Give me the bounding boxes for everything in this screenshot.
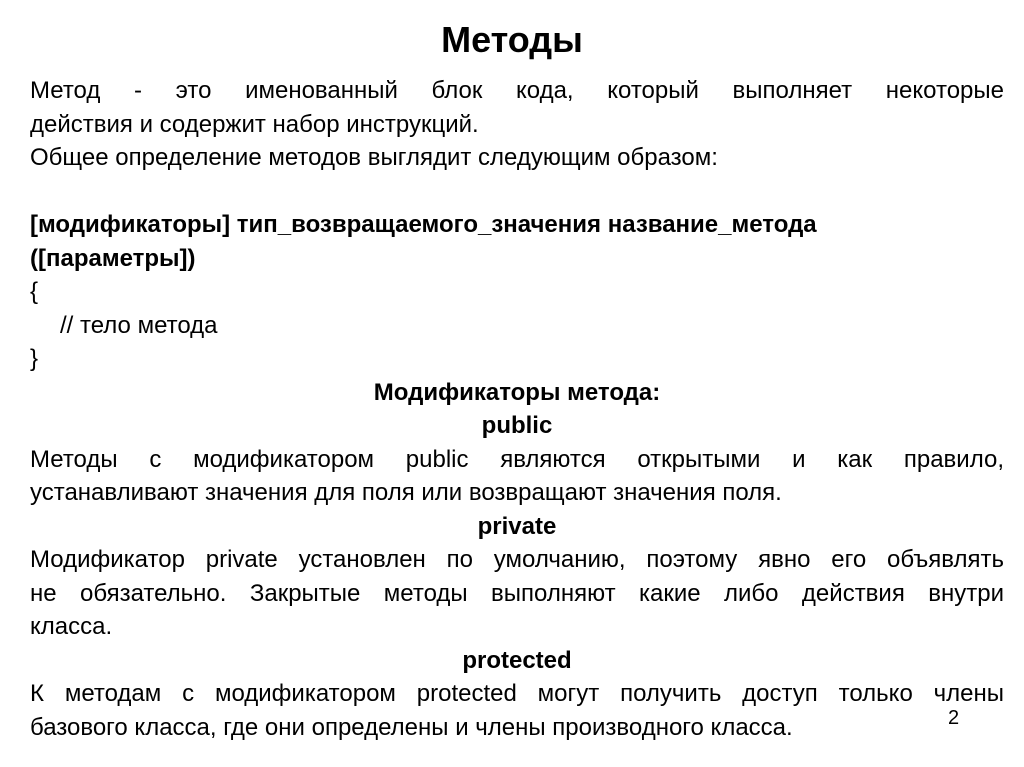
page-number: 2 bbox=[948, 707, 960, 729]
intro-line-1: Метод - это именованный блок кода, который выполняет некоторые bbox=[30, 77, 1004, 104]
public-heading: public bbox=[481, 412, 553, 439]
intro-line-2: действия и содержит набор инструкций. bbox=[30, 110, 479, 138]
public-line-1: Методы с модификатором public являются открытыми и как правило, bbox=[30, 445, 1004, 473]
private-heading: private bbox=[477, 512, 557, 540]
syntax-open-brace: { bbox=[30, 278, 39, 305]
slide-title: Методы bbox=[441, 19, 583, 60]
private-line-3: класса. bbox=[30, 613, 113, 640]
syntax-close-brace: } bbox=[30, 345, 39, 372]
syntax-line-1: [модификаторы] тип_возвращаемого_значения название_метода bbox=[30, 211, 817, 238]
intro-line-3: Общее определение методов выглядит следующим образом: bbox=[30, 144, 718, 171]
public-line-2: устанавливают значения для поля или возвращают значения поля. bbox=[30, 479, 782, 506]
protected-line-2: базового класса, где они определены и члены производного класса. bbox=[30, 713, 793, 741]
syntax-line-2: ([параметры]) bbox=[30, 244, 196, 272]
spacer bbox=[30, 175, 1004, 209]
syntax-body-comment: // тело метода bbox=[60, 311, 218, 339]
protected-heading: protected bbox=[462, 646, 572, 674]
private-line-1: Модификатор private установлен по умолчанию, поэтому явно его объявлять bbox=[30, 546, 1004, 573]
modifiers-heading: Модификаторы метода: bbox=[373, 378, 661, 406]
protected-line-1: К методам с модификатором protected могут получить доступ только члены bbox=[30, 680, 1004, 707]
slide-body bbox=[30, 74, 1004, 744]
private-line-2: не обязательно. Закрытые методы выполняют какие либо действия внутри bbox=[30, 579, 1004, 607]
